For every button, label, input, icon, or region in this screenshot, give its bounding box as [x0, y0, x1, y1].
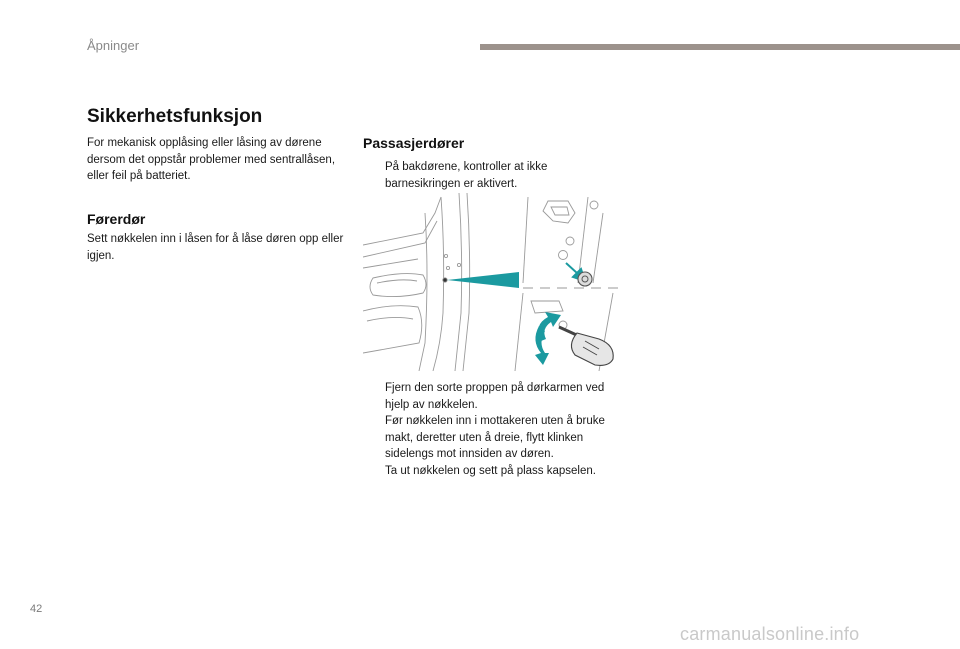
header-bar	[480, 44, 960, 50]
page-title: Sikkerhetsfunksjon	[87, 106, 263, 127]
rotate-arrow-down-icon	[535, 326, 549, 365]
door-panel-drawing	[363, 193, 470, 371]
driver-door-title: Førerdør	[87, 211, 146, 227]
list-item	[363, 159, 623, 192]
list-item-text: Fjern den sorte proppen på dørkarmen ved hjelp av nøkkelen.	[385, 382, 605, 411]
list-item-text: Ta ut nøkkelen og sett på plass kapselen.	[385, 464, 596, 477]
passenger-bullets-top	[363, 159, 623, 192]
watermark: carmanualsonline.info	[680, 624, 860, 644]
passenger-bullets-bottom	[363, 380, 623, 479]
callout-wedge	[447, 272, 519, 288]
plug-icon	[578, 272, 592, 286]
list-item-text: Før nøkkelen inn i mottakeren uten å bruke makt, deretter uten å dreie, flytt klinken sidelengs mot innsiden av døren.	[385, 415, 605, 460]
door-lock-illustration	[363, 193, 619, 371]
list-item	[363, 463, 623, 480]
list-item	[363, 413, 623, 463]
list-item	[363, 380, 623, 413]
page-number: 42	[30, 603, 43, 615]
intro-text: For mekanisk opplåsing eller låsing av dørene dersom det oppstår problemer med sentrallåsen, eller feil på batteriet.	[87, 137, 336, 182]
latch-detail-drawing	[523, 197, 603, 283]
driver-door-text: Sett nøkkelen inn i låsen for å låse døren opp eller igjen.	[87, 233, 344, 262]
passenger-doors-title: Passasjerdører	[363, 135, 465, 151]
section-label: Åpninger	[87, 38, 140, 53]
key-icon	[559, 327, 613, 365]
list-item-text: På bakdørene, kontroller at ikke barnesikringen er aktivert.	[385, 161, 548, 190]
